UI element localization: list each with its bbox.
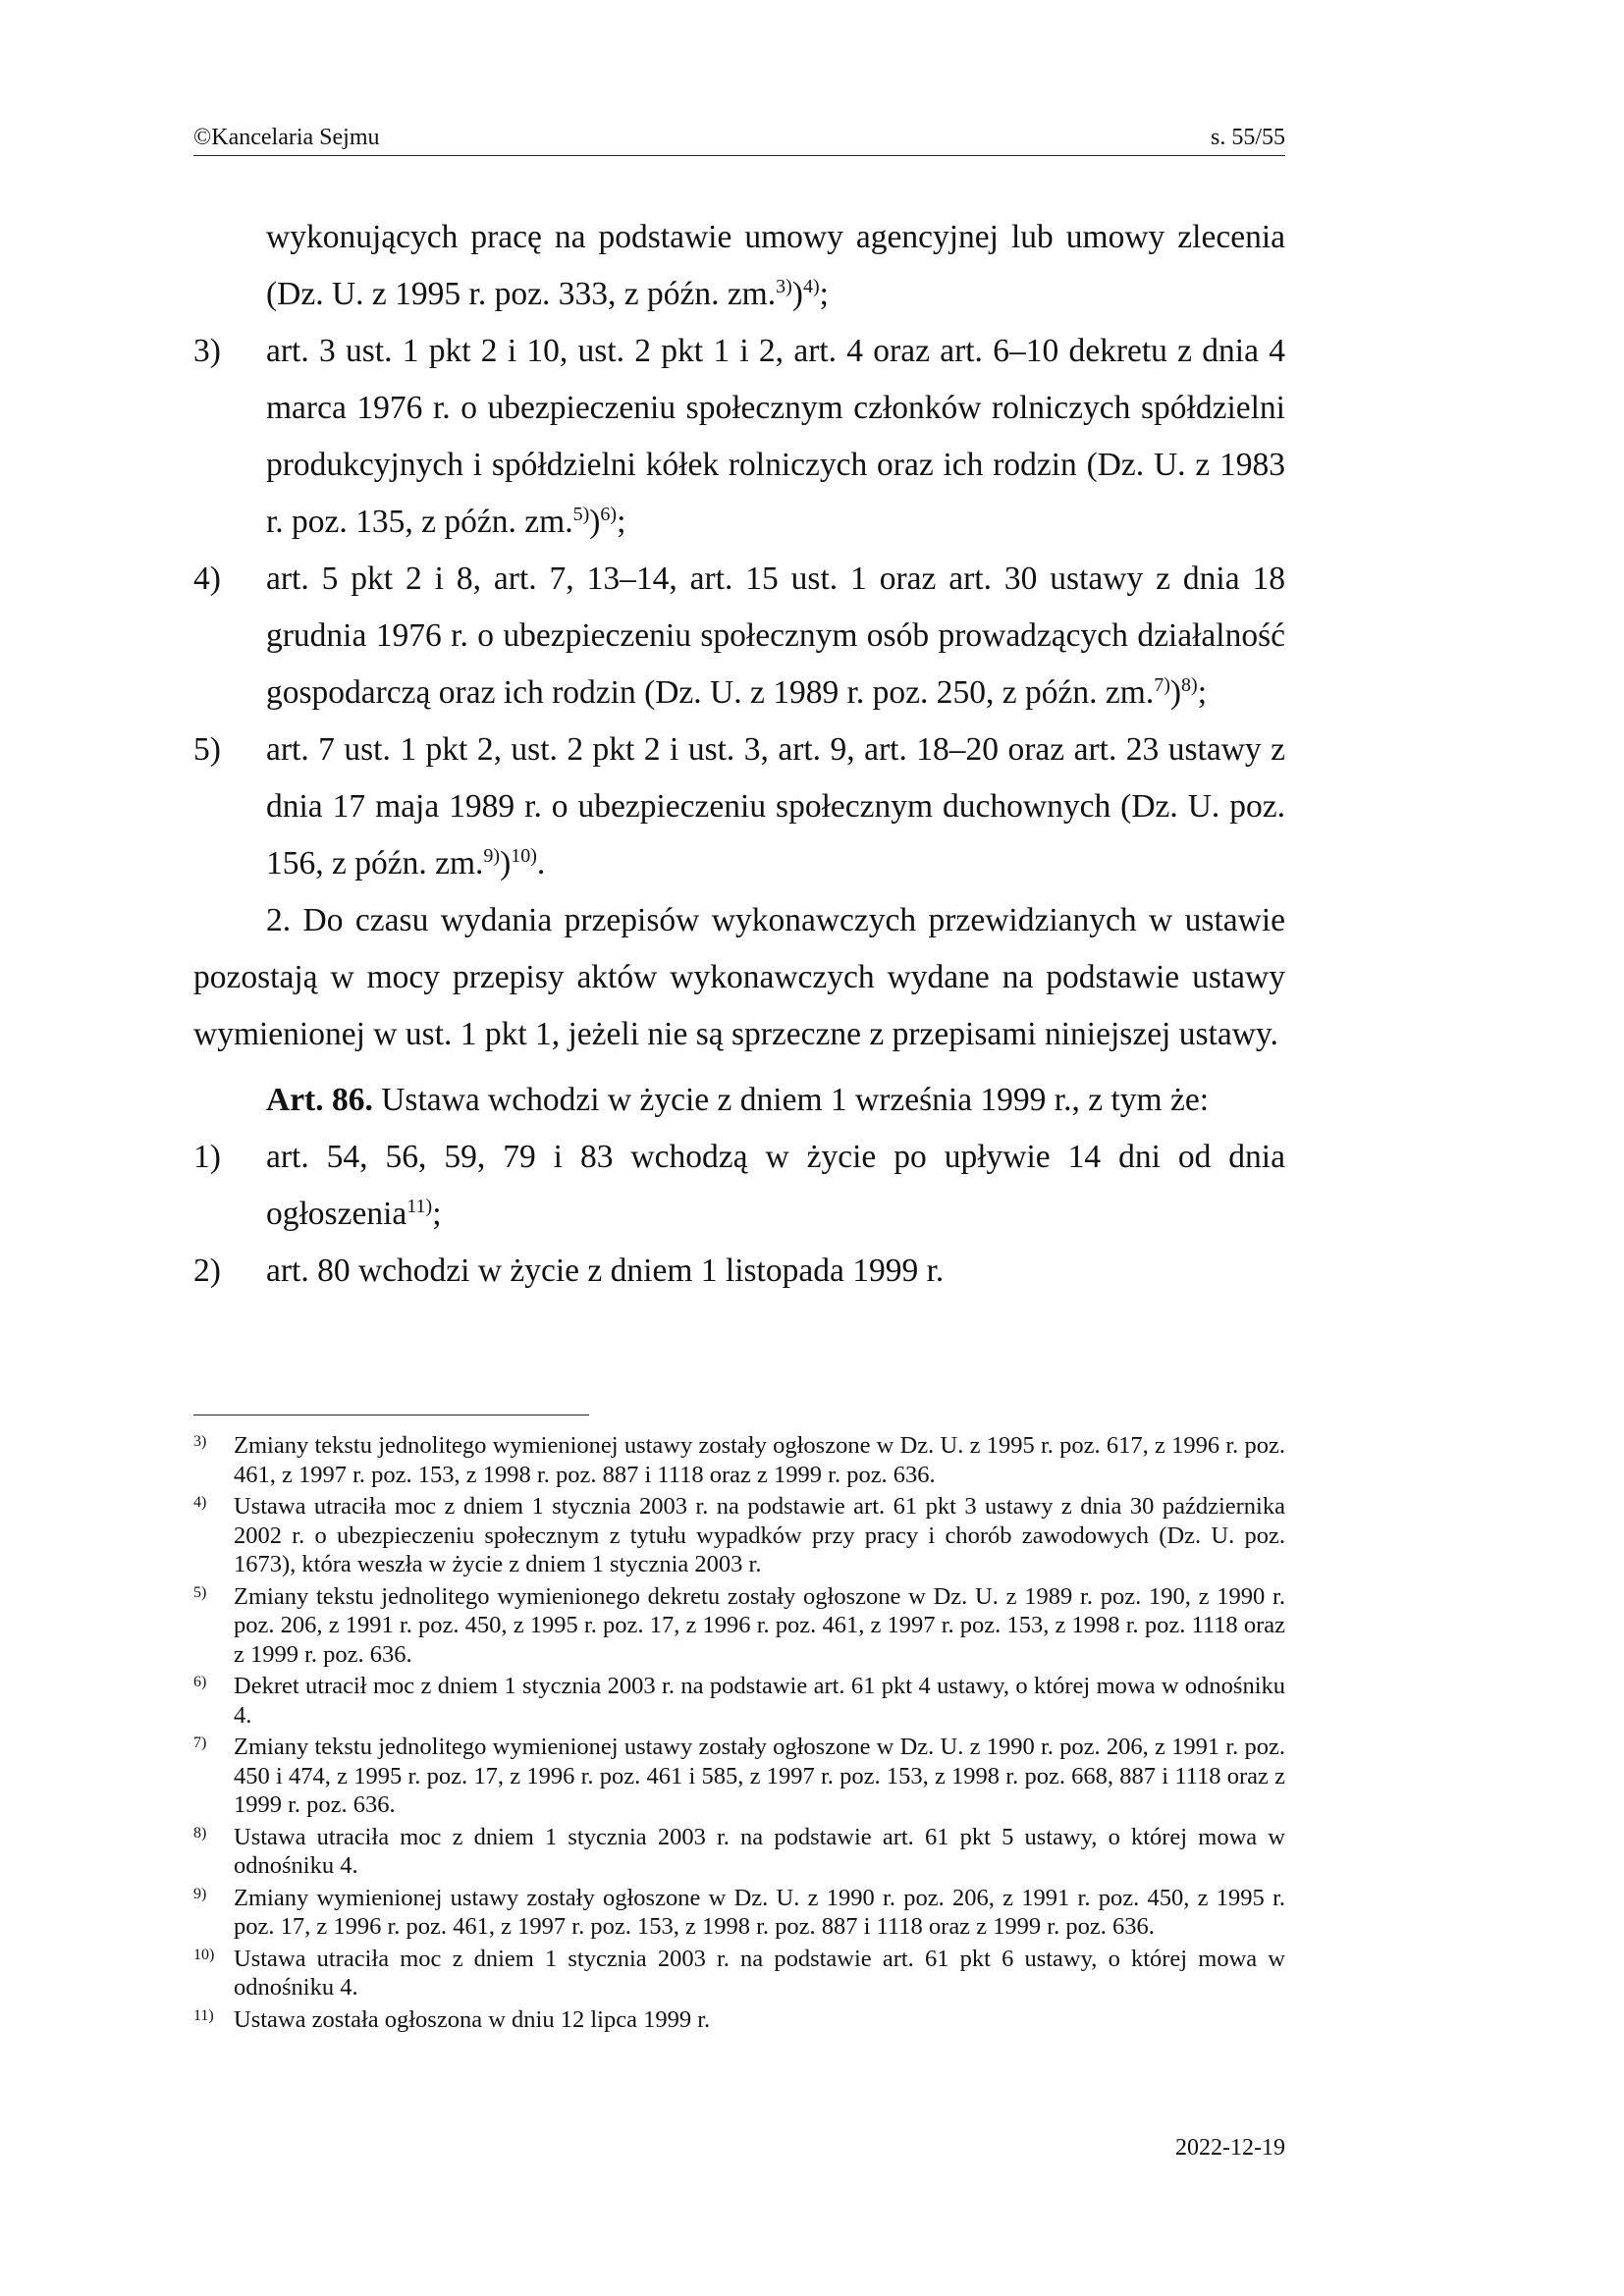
footnote-text: Ustawa została ogłoszona w dniu 12 lipca 1999 r. <box>234 2005 711 2033</box>
footnote <box>193 1672 1285 1730</box>
footer-date: 2022-12-19 <box>1175 2135 1285 2161</box>
item-text: art. 3 ust. 1 pkt 2 i 10, ust. 2 pkt 1 i 2, art. 4 oraz art. 6–10 dekretu z dnia 4 marca 1976 r. o ubezpieczeniu społecznym członków rolniczych spółdzielni produkcyjnych i spółdzielni kółek rolniczych oraz ich rodzin (Dz. U. z 1983 r. poz. 135, z późn. zm. <box>266 333 1285 540</box>
footnote-ref: 4) <box>802 275 820 297</box>
footnote <box>193 1431 1285 1489</box>
footnote-text: Ustawa utraciła moc z dniem 1 stycznia 2003 r. na podstawie art. 61 pkt 5 ustawy, o której mowa w odnośniku 4. <box>234 1823 1285 1879</box>
footnote-text: Zmiany wymienionej ustawy zostały ogłoszone w Dz. U. z 1990 r. poz. 206, z 1991 r. poz. 450, z 1995 r. poz. 17, z 1996 r. poz. 461, z 1997 r. poz. 153, z 1998 r. poz. 887 i 1118 oraz z 1999 r. poz. 636. <box>234 1884 1285 1940</box>
footnote-ref: 11) <box>406 1195 433 1217</box>
article-label: Art. 86. <box>266 1082 373 1118</box>
footnote-number: 11) <box>193 2006 214 2024</box>
footnote-number: 10) <box>193 1946 215 1963</box>
list-item: 4) art. 5 pkt 2 i 8, art. 7, 13–14, art. 15 ust. 1 oraz art. 30 ustawy z dnia 18 grudnia 1976 r. o ubezpieczeniu społecznym osób prowadzących działalność gospodarczą oraz ich rodzin (Dz. U. z 1989 r. poz. 250, z późn. zm.$^{7)}$)$^{8)}$; <box>193 551 1285 721</box>
footnote-ref: 5) <box>572 503 590 525</box>
item-number: 1) <box>193 1139 221 1175</box>
footnote <box>193 1823 1285 1881</box>
footnote-text: Dekret utracił moc z dniem 1 stycznia 2003 r. na podstawie art. 61 pkt 4 ustawy, o której mowa w odnośniku 4. <box>234 1673 1285 1729</box>
footnote-ref: 10) <box>511 844 537 867</box>
footnote-ref: 8) <box>1181 673 1198 696</box>
footnotes <box>193 1431 1285 2037</box>
article-86: Art. 86. Ustawa wchodzi w życie z dniem 1 września 1999 r., z tym że: <box>266 1082 1210 1118</box>
item-text: art. 80 wchodzi w życie z dniem 1 listopada 1999 r. <box>266 1253 945 1289</box>
item-text: art. 54, 56, 59, 79 i 83 wchodzą w życie po upływie 14 dni od dnia ogłoszenia <box>266 1139 1285 1232</box>
list-item <box>193 1243 1285 1300</box>
footnote-number: 4) <box>193 1494 207 1511</box>
footnote-ref: 9) <box>483 844 501 867</box>
footnote <box>193 1492 1285 1579</box>
footnote-ref: 7) <box>1154 673 1170 696</box>
footnote-text: Zmiany tekstu jednolitego wymienionej ustawy zostały ogłoszone w Dz. U. z 1990 r. poz. 206, z 1991 r. poz. 450 i 474, z 1995 r. poz. 17, z 1996 r. poz. 461 i 585, z 1997 r. poz. 153, z 1998 r. poz. 668, 887 i 1118 oraz z 1999 r. poz. 636. <box>234 1734 1285 1818</box>
footnote-number: 5) <box>193 1583 207 1601</box>
footnote <box>193 1582 1285 1670</box>
main-text <box>193 209 1285 1300</box>
item-text: art. 5 pkt 2 i 8, art. 7, 13–14, art. 15 ust. 1 oraz art. 30 ustawy z dnia 18 grudnia 1976 r. o ubezpieczeniu społecznym osób prowadzących działalność gospodarczą oraz ich rodzin (Dz. U. z 1989 r. poz. 250, z późn. zm. <box>266 561 1285 711</box>
paragraph-2: 2. Do czasu wydania przepisów wykonawczych przewidzianych w ustawie pozostają w mocy przepisy aktów wykonawczych wydane na podstawie ustawy wymienionej w ust. 1 pkt 1, jeżeli nie są sprzeczne z przepisami niniejszej ustawy. <box>193 902 1285 1052</box>
item-number: 2) <box>193 1253 221 1289</box>
footnote-text: Zmiany tekstu jednolitego wymienionego dekretu zostały ogłoszone w Dz. U. z 1989 r. poz. 190, z 1990 r. poz. 206, z 1991 r. poz. 450, z 1995 r. poz. 17, z 1996 r. poz. 461, z 1997 r. poz. 153, z 1998 r. poz. 1118 oraz z 1999 r. poz. 636. <box>234 1582 1285 1668</box>
list-item: 1) art. 54, 56, 59, 79 i 83 wchodzą w życie po upływie 14 dni od dnia ogłoszenia$^{11)}$; <box>193 1129 1285 1243</box>
footnote <box>193 1884 1285 1942</box>
list-item: 5) art. 7 ust. 1 pkt 2, ust. 2 pkt 2 i ust. 3, art. 9, art. 18–20 oraz art. 23 ustawy z dnia 17 maja 1989 r. o ubezpieczeniu społecznym duchownych (Dz. U. poz. 156, z późn. zm.$^{9)}$)$^{10)}$. <box>193 721 1285 892</box>
list-item: 3) art. 3 ust. 1 pkt 2 i 10, ust. 2 pkt 1 i 2, art. 4 oraz art. 6–10 dekretu z dnia 4 marca 1976 r. o ubezpieczeniu społecznym członków rolniczych spółdzielni produkcyjnych i spółdzielni kółek rolniczych oraz ich rodzin (Dz. U. z 1983 r. poz. 135, z późn. zm.$^{5)}$)$^{6)}$; <box>193 323 1285 551</box>
header-page-number: s. 55/55 <box>1210 125 1285 150</box>
footnote-number: 8) <box>193 1824 207 1842</box>
footnote-text: Ustawa utraciła moc z dniem 1 stycznia 2003 r. na podstawie art. 61 pkt 3 ustawy z dnia 30 października 2002 r. o ubezpieczeniu społecznym z tytułu wypadków przy pracy i chorób zawodowych (Dz. U. poz. 1673), która weszła w życie z dniem 1 stycznia 2003 r. <box>234 1493 1285 1577</box>
footnote-number: 6) <box>193 1674 207 1690</box>
footnote-number: 3) <box>193 1433 207 1450</box>
page-header <box>193 126 1285 156</box>
footnote-text: Zmiany tekstu jednolitego wymienionej ustawy zostały ogłoszone w Dz. U. z 1995 r. poz. 617, z 1996 r. poz. 461, z 1997 r. poz. 153, z 1998 r. poz. 887 i 1118 oraz z 1999 r. poz. 636. <box>234 1432 1285 1488</box>
item-text: art. 7 ust. 1 pkt 2, ust. 2 pkt 2 i ust. 3, art. 9, art. 18–20 oraz art. 23 ustawy z dnia 17 maja 1989 r. o ubezpieczeniu społecznym duchownych (Dz. U. poz. 156, z późn. zm. <box>266 731 1285 881</box>
item-number: 5) <box>193 731 221 768</box>
continued-item-text: wykonujących pracę na podstawie umowy agencyjnej lub umowy zlecenia (Dz. U. z 1995 r. poz. 333, z późn. zm.$^{3)}$)$^{4)}$; <box>266 219 1285 312</box>
footnote-ref: 3) <box>776 275 792 297</box>
footnote <box>193 1733 1285 1820</box>
footnote-ref: 6) <box>600 503 618 525</box>
item-number: 4) <box>193 561 221 597</box>
footnote <box>193 2005 1285 2035</box>
item-number: 3) <box>193 333 221 369</box>
footnote-text: Ustawa utraciła moc z dniem 1 stycznia 2003 r. na podstawie art. 61 pkt 6 ustawy, o której mowa w odnośniku 4. <box>234 1945 1285 2001</box>
footnote-number: 7) <box>193 1735 207 1751</box>
header-publisher: ©Kancelaria Sejmu <box>193 125 380 150</box>
footnote <box>193 1945 1285 2002</box>
footnote-number: 9) <box>193 1885 207 1902</box>
